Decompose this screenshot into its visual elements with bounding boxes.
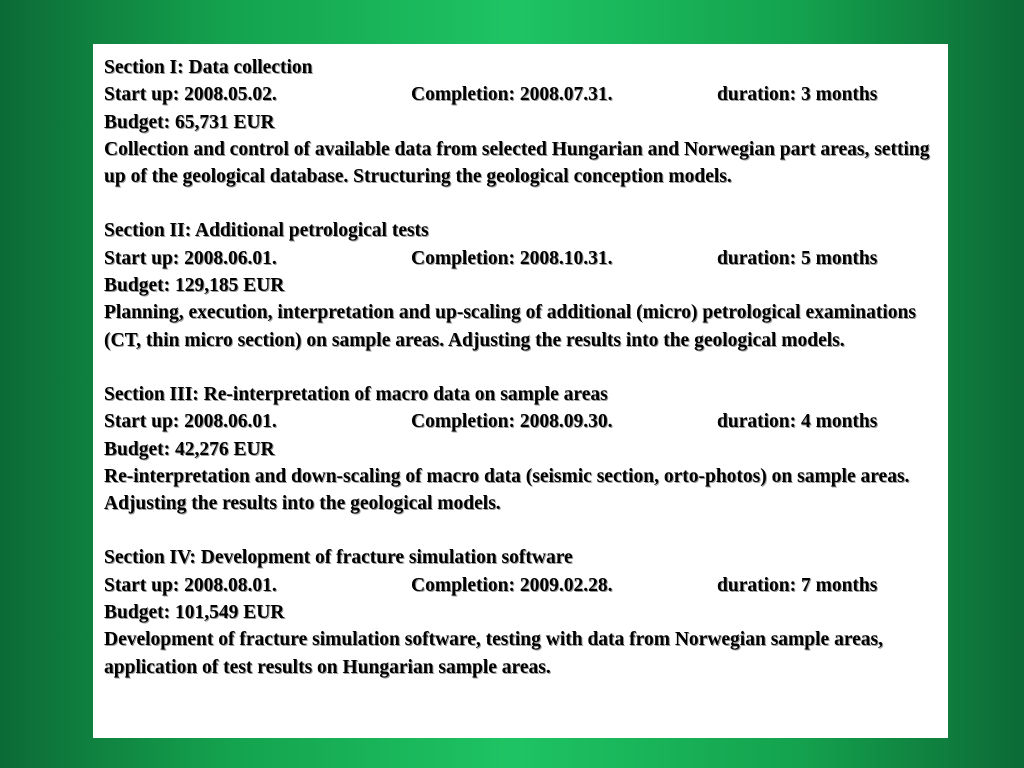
section-title: Section III: Re-interpretation of macro data on sample areas: [104, 383, 608, 405]
section-title: Section IV: Development of fracture simulation software: [104, 547, 573, 569]
duration: duration: 4 months: [717, 411, 878, 433]
completion-date: Completion: 2008.09.30.: [411, 411, 613, 433]
section-description: Development of fracture simulation software, testing with data from Norwegian sample areas, application of test results on Hungarian sample areas.: [104, 629, 883, 678]
completion-date: Completion: 2009.02.28.: [411, 574, 613, 596]
section-title: Section II: Additional petrological tests: [104, 220, 429, 242]
completion-date: Completion: 2008.10.31.: [411, 247, 613, 269]
section-title: Section I: Data collection: [104, 57, 313, 78]
section-dates: [104, 408, 940, 435]
section-dates: [104, 245, 940, 272]
section-dates: [104, 572, 940, 599]
completion-date: Completion: 2008.07.31.: [411, 84, 613, 106]
section-3: [104, 381, 940, 517]
section-budget: Budget: 129,185 EUR: [104, 275, 285, 297]
startup-date: Start up: 2008.08.01.: [104, 574, 277, 596]
section-2: [104, 217, 940, 353]
section-4: [104, 544, 940, 680]
duration: duration: 3 months: [717, 84, 878, 106]
startup-date: Start up: 2008.06.01.: [104, 247, 277, 269]
duration: duration: 7 months: [717, 574, 878, 596]
content-panel: [93, 44, 948, 738]
duration: duration: 5 months: [717, 247, 878, 269]
startup-date: Start up: 2008.05.02.: [104, 84, 277, 106]
section-budget: Budget: 101,549 EUR: [104, 602, 285, 624]
startup-date: Start up: 2008.06.01.: [104, 411, 277, 433]
section-1: [104, 54, 940, 190]
section-description: Planning, execution, interpretation and up-scaling of additional (micro) petrological examinations (CT, thin micro section) on sample areas. Adjusting the results into the geological models.: [104, 302, 916, 351]
section-dates: [104, 81, 940, 108]
section-budget: Budget: 65,731 EUR: [104, 111, 275, 133]
section-description: Re-interpretation and down-scaling of macro data (seismic section, orto-photos) on sample areas. Adjusting the results into the geological models.: [104, 465, 910, 515]
section-budget: Budget: 42,276 EUR: [104, 438, 275, 460]
section-description: Collection and control of available data from selected Hungarian and Norwegian part areas, setting up of the geological database. Structuring the geological conception models.: [104, 138, 930, 188]
